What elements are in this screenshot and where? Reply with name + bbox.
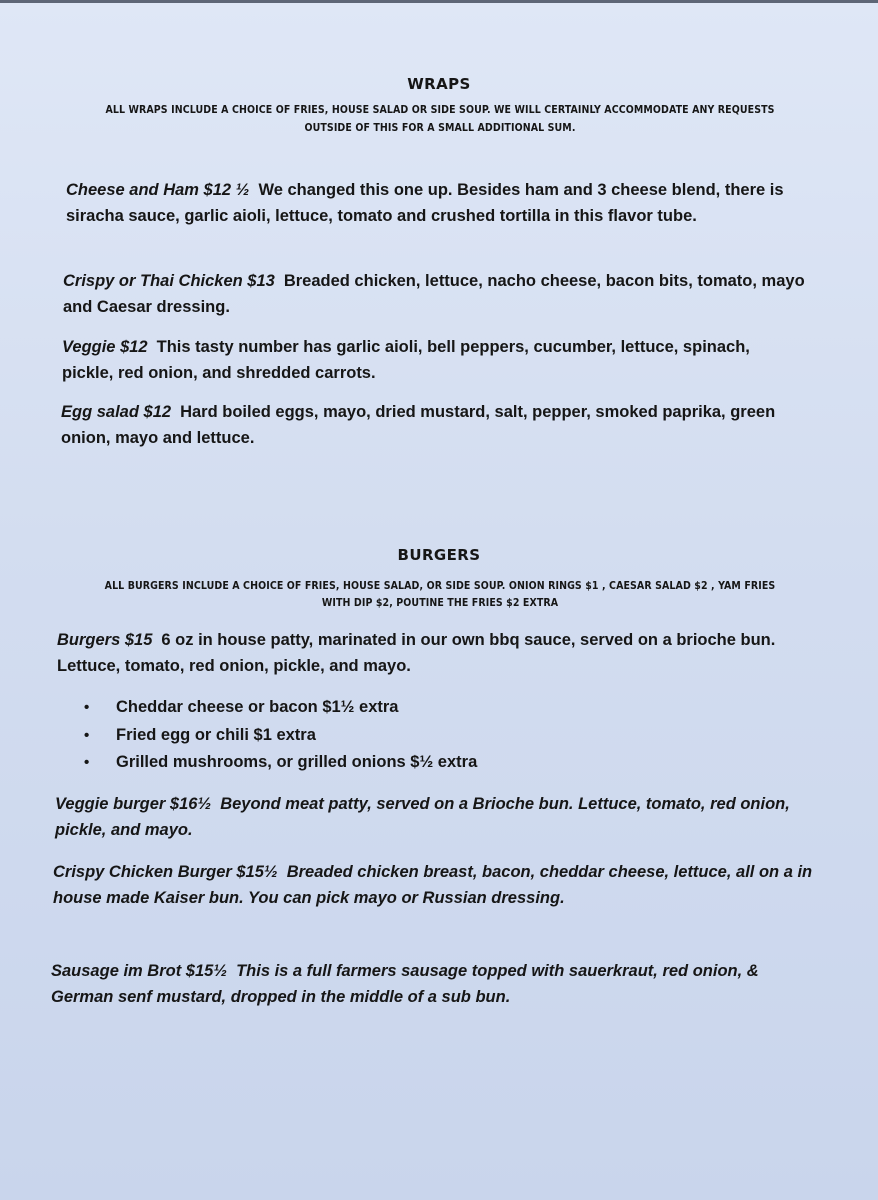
burger-extras-list bbox=[80, 694, 477, 777]
burger-item-name: Crispy Chicken Burger $15½ bbox=[53, 863, 278, 881]
wraps-heading: WRAPS bbox=[407, 75, 471, 93]
list-item: • Fried egg or chili $1 extra bbox=[80, 722, 477, 750]
wrap-item-desc: Breaded chicken, lettuce, nacho cheese, bacon bits, tomato, mayo and Caesar dressing. bbox=[63, 272, 805, 316]
wraps-note-line1: ALL WRAPS INCLUDE A CHOICE OF FRIES, HOUSE SALAD OR SIDE SOUP. WE WILL CERTAINLY ACCOMMODATE ANY REQUESTS bbox=[105, 104, 775, 116]
wrap-item-veggie bbox=[62, 334, 792, 386]
burger-item-veggie-burger bbox=[55, 791, 825, 843]
list-item: • Grilled mushrooms, or grilled onions $½ extra bbox=[80, 749, 477, 777]
wrap-item-name: Cheese and Ham $12 ½ bbox=[66, 181, 250, 199]
burger-item-name: Burgers $15 bbox=[57, 631, 153, 649]
burger-item-desc: This is a full farmers sausage topped with sauerkraut, red onion, & German senf mustard, dropped in the middle of a sub bun. bbox=[51, 962, 759, 1006]
burgers-note bbox=[40, 576, 840, 613]
burger-item-desc: Beyond meat patty, served on a Brioche bun. Lettuce, tomato, red onion, pickle, and mayo. bbox=[55, 795, 790, 839]
wrap-item-desc: This tasty number has garlic aioli, bell peppers, cucumber, lettuce, spinach, pickle, red onion, and shredded carrots. bbox=[62, 338, 750, 382]
burger-item-sausage-im-brot bbox=[51, 958, 811, 1010]
wrap-item-name: Veggie $12 bbox=[62, 338, 148, 356]
burgers-note-line2: WITH DIP $2, POUTINE THE FRIES $2 EXTRA bbox=[321, 597, 559, 609]
wrap-item-desc: We changed this one up. Besides ham and 3 cheese blend, there is siracha sauce, garlic aioli, lettuce, tomato and crushed tortilla in this flavor tube. bbox=[66, 181, 784, 225]
wrap-item-name: Crispy or Thai Chicken $13 bbox=[63, 272, 275, 290]
burgers-note-line1: ALL BURGERS INCLUDE A CHOICE OF FRIES, HOUSE SALAD, OR SIDE SOUP. ONION RINGS $1 , CAESAR SALAD $2 , YAM FRIES bbox=[104, 580, 776, 592]
burger-item-name: Sausage im Brot $15½ bbox=[51, 962, 228, 980]
burgers-heading: BURGERS bbox=[397, 546, 481, 564]
wrap-item-egg-salad bbox=[61, 399, 821, 451]
burger-item-burgers bbox=[57, 627, 827, 679]
wrap-item-name: Egg salad $12 bbox=[61, 403, 172, 421]
burger-item-crispy-chicken-burger bbox=[53, 859, 813, 911]
wraps-note-line2: OUTSIDE OF THIS FOR A SMALL ADDITIONAL SUM. bbox=[304, 122, 576, 134]
wraps-note bbox=[40, 100, 840, 138]
burger-item-name: Veggie burger $16½ bbox=[55, 795, 212, 813]
wrap-item-cheese-ham bbox=[66, 177, 826, 229]
burger-item-desc: 6 oz in house patty, marinated in our own bbq sauce, served on a brioche bun. Lettuce, tomato, red onion, pickle, and mayo. bbox=[57, 631, 776, 675]
list-item: • Cheddar cheese or bacon $1½ extra bbox=[80, 694, 477, 722]
wrap-item-desc: Hard boiled eggs, mayo, dried mustard, salt, pepper, smoked paprika, green onion, mayo and lettuce. bbox=[61, 403, 776, 447]
burger-item-desc: Breaded chicken breast, bacon, cheddar cheese, lettuce, all on a in house made Kaiser bun. You can pick mayo or Russian dressing. bbox=[53, 863, 813, 907]
wrap-item-crispy-thai-chicken bbox=[63, 268, 813, 320]
